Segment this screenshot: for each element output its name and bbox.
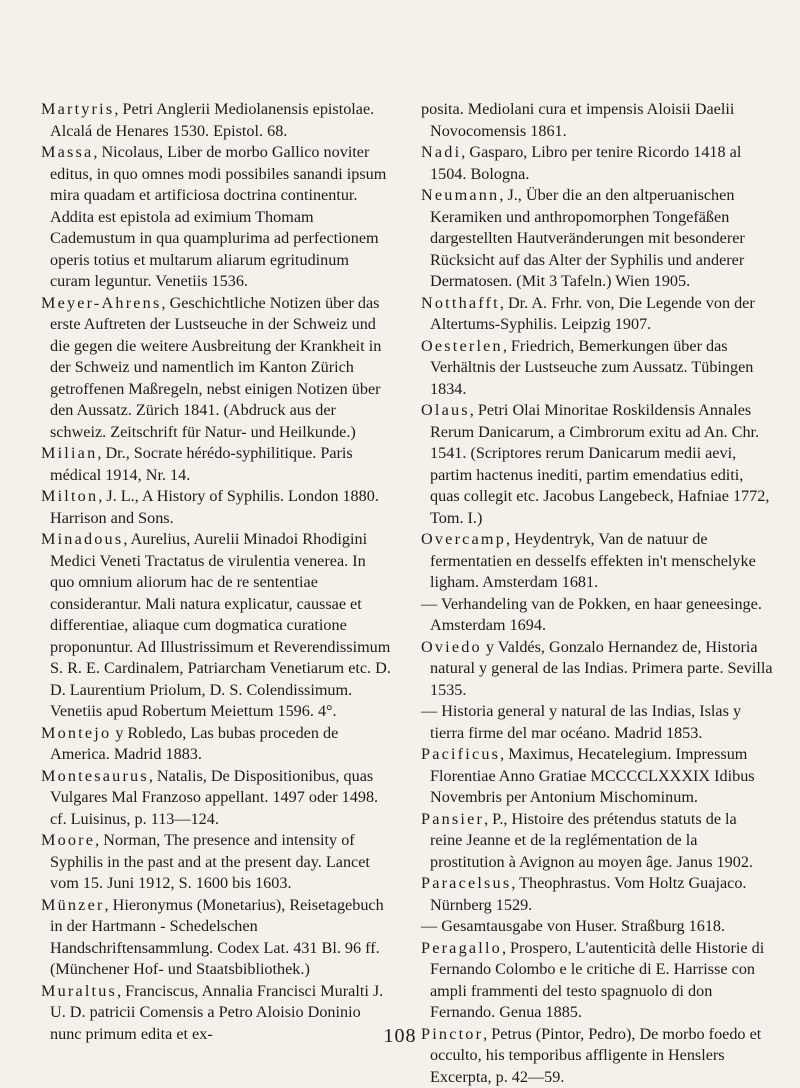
entry-text: , Gasparo, Libro per tenire Ricordo 1418 al 1504. Bologna. [430,143,741,183]
entry-author: Oesterlen [421,337,503,355]
entry-author: Olaus [421,401,470,419]
bibliography-entry [421,185,773,293]
entry-text: , Dr., Socrate hérédo-syphilitique. Paris médical 1914, Nr. 14. [50,444,353,484]
page-number: 108 [0,1025,800,1048]
bibliography-entry [421,744,773,809]
entry-author: Montesaurus [41,767,149,785]
entry-author: Muraltus [41,982,117,1000]
bibliography-entry [41,142,393,293]
bibliography-entry [421,637,773,702]
bibliography-entry [421,809,773,874]
bibliography-entry [41,529,393,723]
entry-author: Münzer [41,896,105,914]
bibliography-entry [41,293,393,444]
entry-author: Peragallo [421,939,502,957]
entry-text: , Hieronymus (Monetarius), Reisetagebuch in der Hartmann - Schedelschen Handschriftensammlung. Codex Lat. 431 Bl. 96 ff. (Münchener Hof- und Staatsbibliothek.) [50,896,384,979]
entry-text: y Robledo, Las bubas proceden de America. Madrid 1883. [50,724,338,764]
entry-author: Minadous [41,530,123,548]
entry-text: , P., Histoire des prétendus statuts de la reine Jeanne et de la reglémentation de la prostitution à Avignon au moyen âge. Janus 1902. [430,810,753,871]
entry-author: Paracelsus [421,874,511,892]
entry-text: , Friedrich, Bemerkungen über das Verhältnis der Lustseuche zum Aussatz. Tübingen 1834. [430,337,753,398]
bibliography-entry [421,529,773,594]
entry-text: , Prospero, L'autenticità delle Historie di Fernando Colombo e le critiche di E. Harrisse con ampli frammenti del testo spagnuolo di don Fernando. Genua 1885. [430,939,764,1022]
entry-author: Moore [41,831,95,849]
bibliography-entry [41,723,393,766]
entry-text: , Petri Olai Minoritae Roskildensis Annales Rerum Danicarum, a Cimbrorum exitu ad An. Chr. 1541. (Scriptores rerum Danicarum medii aevi, partim hactenus inediti, partim emendatius editi, quas collegit etc. Jacobus Langebeck, Hafniae 1772, Tom. I.) [430,401,769,527]
entry-text: , J. L., A History of Syphilis. London 1880. Harrison and Sons. [50,487,379,527]
bibliography-entry [421,293,773,336]
entry-text: , Petri Anglerii Mediolanensis epistolae. Alcalá de Henares 1530. Epistol. 68. [50,100,374,140]
bibliography-entry [421,142,773,185]
entry-author: Neumann [421,186,499,204]
entry-text: , Aurelius, Aurelii Minadoi Rhodigini Medici Veneti Tractatus de virulentia venerea. In quo omnium aliorum hac de re sententiae considerantur. Mali natura explicatur, caussae et differentiae, aliaque cum dogmatica curatione proponuntur. Ad Illustrissimum et Reverendissimum S. R. E. Cardinalem, Patriarcham Venetiarum etc. D. D. Laurentium Priolum, D. S. Colendissimum. Venetiis apud Robertum Meiettum 1596. 4°. [50,530,391,720]
entry-author: Overcamp [421,530,506,548]
bibliography-entry [421,594,773,637]
entry-text: , J., Über die an den altperuanischen Keramiken und anthropomorphen Tongefäßen dargestellten Hautveränderungen mit besonderer Rücksicht auf das Alter der Syphilis und anderer Dermatosen. (Mit 3 Tafeln.) Wien 1905. [430,186,745,290]
bibliography-entry [421,99,773,142]
entry-text: , Maximus, Hecatelegium. Impressum Florentiae Anno Gratiae MCCCCLXXXIX Idibus Novembris per Antonium Mischominum. [430,745,755,806]
entry-text: , Petrus (Pintor, Pedro), De morbo foedo et occulto, his temporibus affligente in Henslers Excerpta, p. 42—59. [430,1025,761,1086]
entry-author: Meyer-Ahrens [41,294,161,312]
entry-text: — Historia general y natural de las Indias, Islas y tierra firme del mar océano. Madrid 1853. [421,702,741,742]
bibliography-entry [421,336,773,401]
bibliography-entry [421,916,773,938]
entry-text: , Theophrastus. Vom Holtz Guajaco. Nürnberg 1529. [430,874,746,914]
bibliography-entry [41,895,393,981]
entry-text: — Gesamtausgabe von Huser. Straßburg 1618. [421,917,725,935]
bibliography-entry [41,486,393,529]
bibliography-entry [421,873,773,916]
entry-text: , Norman, The presence and intensity of Syphilis in the past and at the present day. Lancet vom 15. Juni 1912, S. 1600 bis 1603. [50,831,370,892]
right-column [421,99,773,1088]
entry-text: , Natalis, De Dispositionibus, quas Vulgares Mal Franzoso appellant. 1497 oder 1498. cf. Luisinus, p. 113—124. [50,767,378,828]
entry-text: , Nicolaus, Liber de morbo Gallico noviter editus, in quo omnes modi possibiles sanandi ipsum mira quadam et artificiosa doctrina continentur. Addita est epistola ad eximium Thomam Cademustum in qua quamplurima ad perfectionem operis totius et multarum aliarum egritudinum curam leguntur. Venetiis 1536. [50,143,386,290]
left-column [41,99,393,1045]
bibliography-entry [421,938,773,1024]
entry-text: — Verhandeling van de Pokken, en haar geneesinge. Amsterdam 1694. [421,595,762,635]
entry-text: , Franciscus, Annalia Francisci Muralti J. U. D. patricii Comensis a Petro Aloisio Doninio nunc primum edita et ex- [50,982,383,1043]
entry-author: Massa [41,143,93,161]
bibliography-entry [41,443,393,486]
entry-author: Milton [41,487,98,505]
bibliography-entry [41,766,393,831]
entry-author: Nadi [421,143,461,161]
entry-author: Montejo [41,724,111,742]
entry-text: y Valdés, Gonzalo Hernandez de, Historia natural y general de las Indias. Primera parte. Sevilla 1535. [430,638,773,699]
bibliography-entry [41,830,393,895]
entry-text: , Dr. A. Frhr. von, Die Legende von der Altertums-Syphilis. Leipzig 1907. [430,294,755,334]
entry-author: Pacificus [421,745,500,763]
bibliography-entry [421,701,773,744]
entry-author: Milian [41,444,97,462]
entry-author: Pansier [421,810,484,828]
bibliography-entry [41,99,393,142]
entry-author: Notthafft [421,294,500,312]
entry-text: , Geschichtliche Notizen über das erste Auftreten der Lustseuche in der Schweiz und die gegen die weitere Ausbreitung der Krankheit in der Schweiz und namentlich im Kanton Zürich getroffenen Maßregeln, nebst einigen Notizen über den Aussatz. Zürich 1841. (Abdruck aus der schweiz. Zeitschrift für Natur- und Heilkunde.) [50,294,381,441]
entry-author: Oviedo [421,638,482,656]
entry-author: Pinctor [421,1025,483,1043]
bibliography-entry [421,400,773,529]
entry-author: Martyris [41,100,114,118]
entry-text: posita. Mediolani cura et impensis Aloisii Daelii Novocomensis 1861. [421,100,734,140]
entry-text: , Heydentryk, Van de natuur de fermentatien en desselfs effekten in't menschelyke ligham. Amsterdam 1681. [430,530,756,591]
